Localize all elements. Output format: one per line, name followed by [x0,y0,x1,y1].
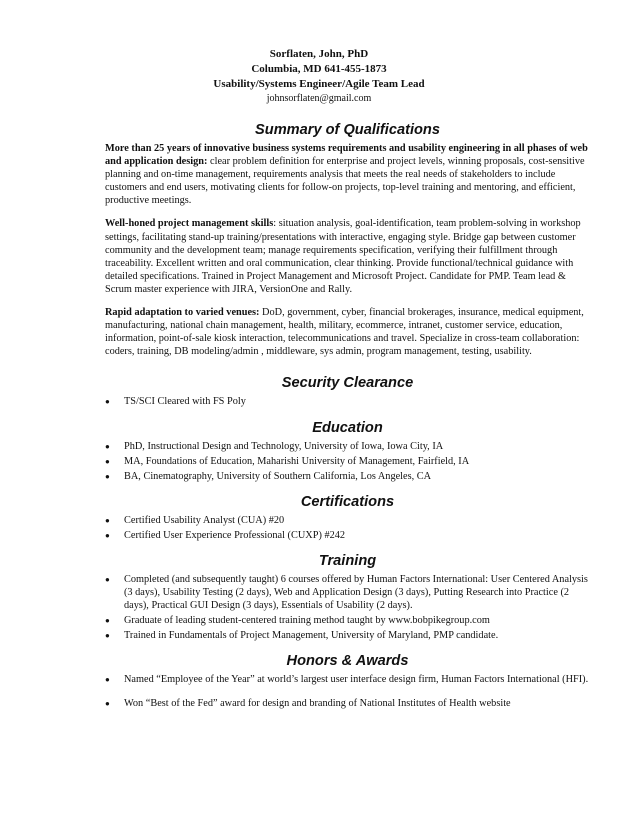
bullet-icon: ● [105,456,110,466]
list-item-text: TS/SCI Cleared with FS Poly [124,396,246,408]
summary-paragraph-3-lead: Rapid adaptation to varied venues: [105,307,260,319]
security-heading: Security Clearance [281,375,414,392]
list-item [105,673,590,686]
resume-body [105,121,590,712]
bullet-icon: ● [105,471,110,481]
bullet-icon: ● [105,616,110,626]
list-item-text: Graduate of leading student-centered training method taught by www.bobpikegroup.com [124,615,490,627]
bullet-icon: ● [105,631,110,641]
bullet-icon: ● [105,397,110,407]
summary-paragraph-3-text: DoD, government, cyber, financial brokerages, insurance, medical equipment, manufacturing, national chain management, health, military, ecommerce, intranet, customer service, education, information, point-of-sale kiosk interaction, telecommunications and travel. Specialize in cross-team collaboration: coders, training, DB modeling/admin , middleware, sys admin, program management, testing, usability. [105,307,584,358]
list-item [105,629,590,642]
certifications-heading: Certifications [300,493,395,510]
email-address: johnsorflaten@gmail.com [266,93,372,104]
honors-heading: Honors & Awards [286,653,409,670]
list-item-text: Named “Employee of the Year” at world’s largest user interface design firm, Human Factors International (HFI). [124,674,589,686]
list-item [105,440,590,453]
bullet-icon: ● [105,675,110,685]
list-item-text: BA, Cinematography, University of Southern California, Los Angeles, CA [124,470,432,482]
bullet-icon: ● [105,698,110,708]
list-item-text: MA, Foundations of Education, Maharishi University of Management, Fairfield, IA [124,455,470,467]
list-item-text: PhD, Instructional Design and Technology, University of Iowa, Iowa City, IA [124,440,444,452]
bullet-icon: ● [105,530,110,540]
resume-header [0,47,638,106]
list-item [105,529,590,542]
candidate-name: Sorflaten, John, PhD [269,48,369,60]
summary-paragraph-3 [105,306,590,358]
training-list [105,573,590,642]
certifications-list [105,514,590,542]
list-item-text: Completed (and subsequently taught) 6 courses offered by Human Factors International: User Centered Analysis (3 days), Usability Testing (2 days), Web and Application Design (3 days), Putting Research into Practice (2 days), Practical GUI Design (3 days), Essentials of Usability (2 days). [124,573,588,612]
list-item [105,573,590,612]
honors-list [105,673,590,709]
training-heading: Training [318,552,377,569]
list-item [105,470,590,483]
job-title: Usability/Systems Engineer/Agile Team Lead [213,78,425,90]
summary-paragraph-2-text: : situation analysis, goal-identification, team problem-solving in workshop settings, facilitating stand-up training/presentations with interactive, engaging style. Bridge gap between customer community and the development team; manage requirements specification, verifying their fulfillment through traceability. Excellent written and oral communication, clear thinking. Provide functional/technical guidance with detailed specifications. Trained in Project Management and Microsoft Project. Candidate for PMP. Team lead & Scrum master experience with JIRA, VersionOne and Rally. [105,218,581,295]
list-item-text: Certified User Experience Professional (CUXP) #242 [124,529,346,541]
bullet-icon: ● [105,441,110,451]
summary-paragraph-2 [105,217,590,296]
summary-paragraph-1-text: clear problem definition for enterprise and project levels, winning proposals, cost-sensitive planning and on-time management, requirements analysis that meets the real needs of stakeholders to include customers and end users, motivating clients for follow-on projects, top-level training and mentoring, and efficient, productive meetings. [105,156,585,207]
bullet-icon: ● [105,574,110,584]
list-item-text: Certified Usability Analyst (CUA) #20 [124,514,285,526]
list-item [105,395,590,408]
bullet-icon: ● [105,515,110,525]
location-phone: Columbia, MD 641-455-1873 [251,63,387,75]
security-list [105,395,590,408]
summary-paragraph-1-lead: More than 25 years of innovative business systems requirements and usability engineering in all phases of web and application design: [105,143,588,168]
list-item [105,614,590,627]
list-item [105,514,590,527]
list-item [105,697,590,710]
list-item-text: Won “Best of the Fed” award for design and branding of National Institutes of Health website [124,697,511,709]
summary-paragraph-2-lead: Well-honed project management skills [105,218,274,230]
education-heading: Education [312,419,383,436]
list-item [105,455,590,468]
summary-paragraph-1 [105,142,590,207]
list-item-text: Trained in Fundamentals of Project Management, University of Maryland, PMP candidate. [124,630,499,642]
education-list [105,440,590,483]
summary-heading: Summary of Qualifications [255,122,440,138]
